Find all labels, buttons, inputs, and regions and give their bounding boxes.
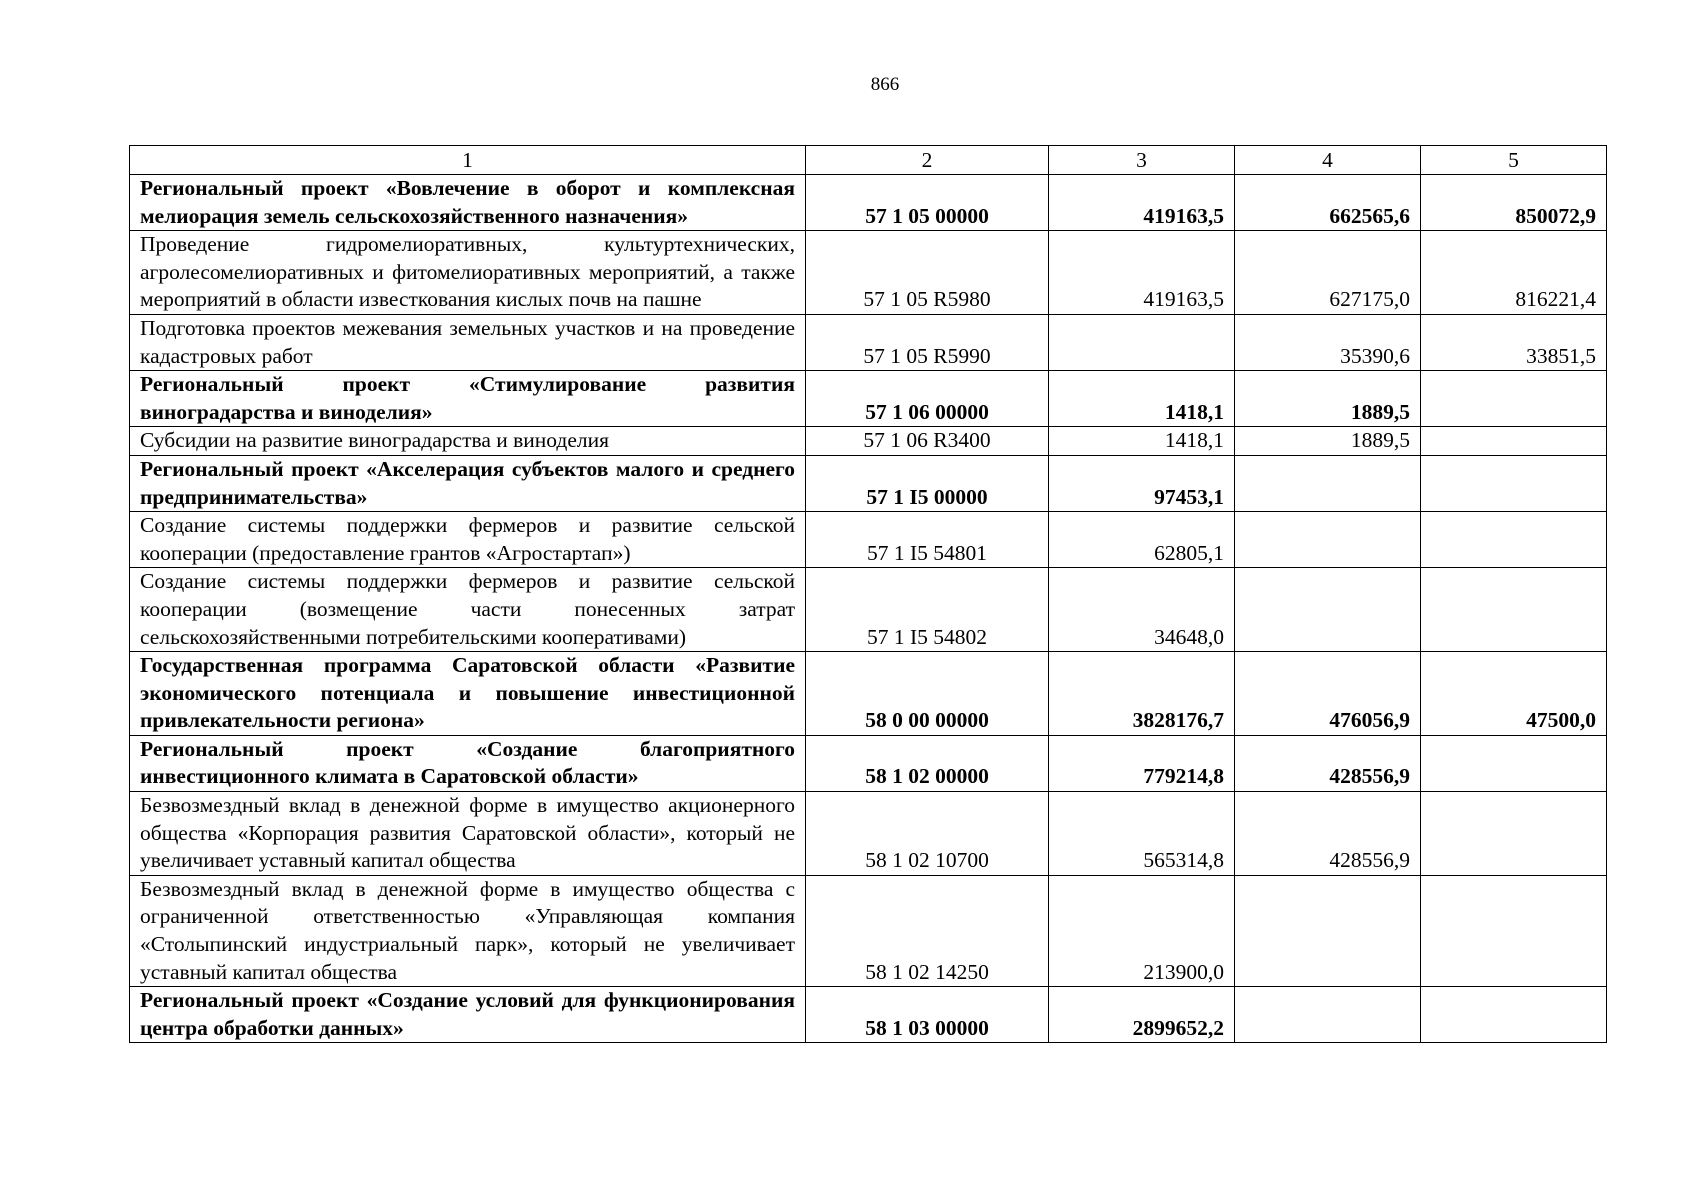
row-value-4 <box>1235 512 1421 568</box>
row-value-4 <box>1235 987 1421 1043</box>
row-value-3: 419163,5 <box>1049 175 1235 231</box>
row-value-5: 816221,4 <box>1421 231 1607 315</box>
column-header-4: 4 <box>1235 146 1421 175</box>
row-name: Региональный проект «Стимулирование развития виноградарства и виноделия» <box>130 371 806 427</box>
row-code: 57 1 06 R3400 <box>806 427 1049 456</box>
table-row <box>130 652 1607 736</box>
row-value-5 <box>1421 568 1607 652</box>
row-value-3: 3828176,7 <box>1049 652 1235 736</box>
page-number: 866 <box>870 74 900 95</box>
row-value-3: 1418,1 <box>1049 427 1235 456</box>
row-value-5 <box>1421 875 1607 986</box>
table-row <box>130 427 1607 456</box>
row-code: 57 1 I5 54802 <box>806 568 1049 652</box>
row-name: Субсидии на развитие виноградарства и виноделия <box>130 427 806 456</box>
row-name: Региональный проект «Создание благоприятного инвестиционного климата в Саратовской области» <box>130 735 806 791</box>
row-name: Подготовка проектов межевания земельных участков и на проведение кадастровых работ <box>130 314 806 370</box>
row-value-4: 662565,6 <box>1235 175 1421 231</box>
table-row <box>130 987 1607 1043</box>
row-value-4: 627175,0 <box>1235 231 1421 315</box>
row-value-3: 2899652,2 <box>1049 987 1235 1043</box>
row-code: 58 0 00 00000 <box>806 652 1049 736</box>
row-value-5: 850072,9 <box>1421 175 1607 231</box>
table-row <box>130 568 1607 652</box>
row-value-3 <box>1049 314 1235 370</box>
row-value-5 <box>1421 987 1607 1043</box>
row-value-5 <box>1421 792 1607 876</box>
row-code: 57 1 05 R5990 <box>806 314 1049 370</box>
row-name: Безвозмездный вклад в денежной форме в имущество общества с ограниченной ответственностью «Управляющая компания «Столыпинский индустриальный парк», который не увеличивает уставный капитал общества <box>130 875 806 986</box>
column-header-3: 3 <box>1049 146 1235 175</box>
table-row <box>130 371 1607 427</box>
row-value-5 <box>1421 512 1607 568</box>
row-code: 58 1 03 00000 <box>806 987 1049 1043</box>
budget-table <box>129 145 1607 1043</box>
table-row <box>130 735 1607 791</box>
row-value-4 <box>1235 568 1421 652</box>
row-code: 57 1 I5 00000 <box>806 455 1049 511</box>
row-code: 57 1 05 00000 <box>806 175 1049 231</box>
row-value-4: 428556,9 <box>1235 735 1421 791</box>
row-code: 57 1 I5 54801 <box>806 512 1049 568</box>
row-value-3: 97453,1 <box>1049 455 1235 511</box>
row-value-4: 428556,9 <box>1235 792 1421 876</box>
column-header-5: 5 <box>1421 146 1607 175</box>
table-row <box>130 875 1607 986</box>
row-value-4: 476056,9 <box>1235 652 1421 736</box>
row-value-3: 213900,0 <box>1049 875 1235 986</box>
row-value-4 <box>1235 455 1421 511</box>
row-name: Региональный проект «Акселерация субъектов малого и среднего предпринимательства» <box>130 455 806 511</box>
column-header-1: 1 <box>130 146 806 175</box>
row-name: Создание системы поддержки фермеров и развитие сельской кооперации (возмещение части понесенных затрат сельскохозяйственными потребительскими кооперативами) <box>130 568 806 652</box>
row-value-4 <box>1235 875 1421 986</box>
table-row <box>130 512 1607 568</box>
row-name: Безвозмездный вклад в денежной форме в имущество акционерного общества «Корпорация развития Саратовской области», который не увеличивает уставный капитал общества <box>130 792 806 876</box>
row-name: Региональный проект «Создание условий для функционирования центра обработки данных» <box>130 987 806 1043</box>
row-name: Проведение гидромелиоративных, культуртехнических, агролесомелиоративных и фитомелиоративных мероприятий, а также мероприятий в области известкования кислых почв на пашне <box>130 231 806 315</box>
column-header-2: 2 <box>806 146 1049 175</box>
row-code: 57 1 06 00000 <box>806 371 1049 427</box>
row-value-5 <box>1421 735 1607 791</box>
row-value-3: 779214,8 <box>1049 735 1235 791</box>
row-value-5: 33851,5 <box>1421 314 1607 370</box>
table-row <box>130 314 1607 370</box>
row-value-3: 34648,0 <box>1049 568 1235 652</box>
row-value-5: 47500,0 <box>1421 652 1607 736</box>
row-value-3: 565314,8 <box>1049 792 1235 876</box>
row-value-5 <box>1421 371 1607 427</box>
row-value-5 <box>1421 427 1607 456</box>
row-value-3: 1418,1 <box>1049 371 1235 427</box>
row-value-3: 419163,5 <box>1049 231 1235 315</box>
row-name: Создание системы поддержки фермеров и развитие сельской кооперации (предоставление грантов «Агростартап») <box>130 512 806 568</box>
row-value-4: 1889,5 <box>1235 427 1421 456</box>
row-code: 58 1 02 00000 <box>806 735 1049 791</box>
row-value-5 <box>1421 455 1607 511</box>
row-code: 58 1 02 14250 <box>806 875 1049 986</box>
row-code: 57 1 05 R5980 <box>806 231 1049 315</box>
table-row <box>130 175 1607 231</box>
table-row <box>130 792 1607 876</box>
header-row <box>130 146 1607 175</box>
row-value-4: 35390,6 <box>1235 314 1421 370</box>
row-name: Региональный проект «Вовлечение в оборот и комплексная мелиорация земель сельскохозяйственного назначения» <box>130 175 806 231</box>
table-row <box>130 231 1607 315</box>
table-row <box>130 455 1607 511</box>
row-code: 58 1 02 10700 <box>806 792 1049 876</box>
row-value-4: 1889,5 <box>1235 371 1421 427</box>
row-name: Государственная программа Саратовской области «Развитие экономического потенциала и повышение инвестиционной привлекательности региона» <box>130 652 806 736</box>
row-value-3: 62805,1 <box>1049 512 1235 568</box>
